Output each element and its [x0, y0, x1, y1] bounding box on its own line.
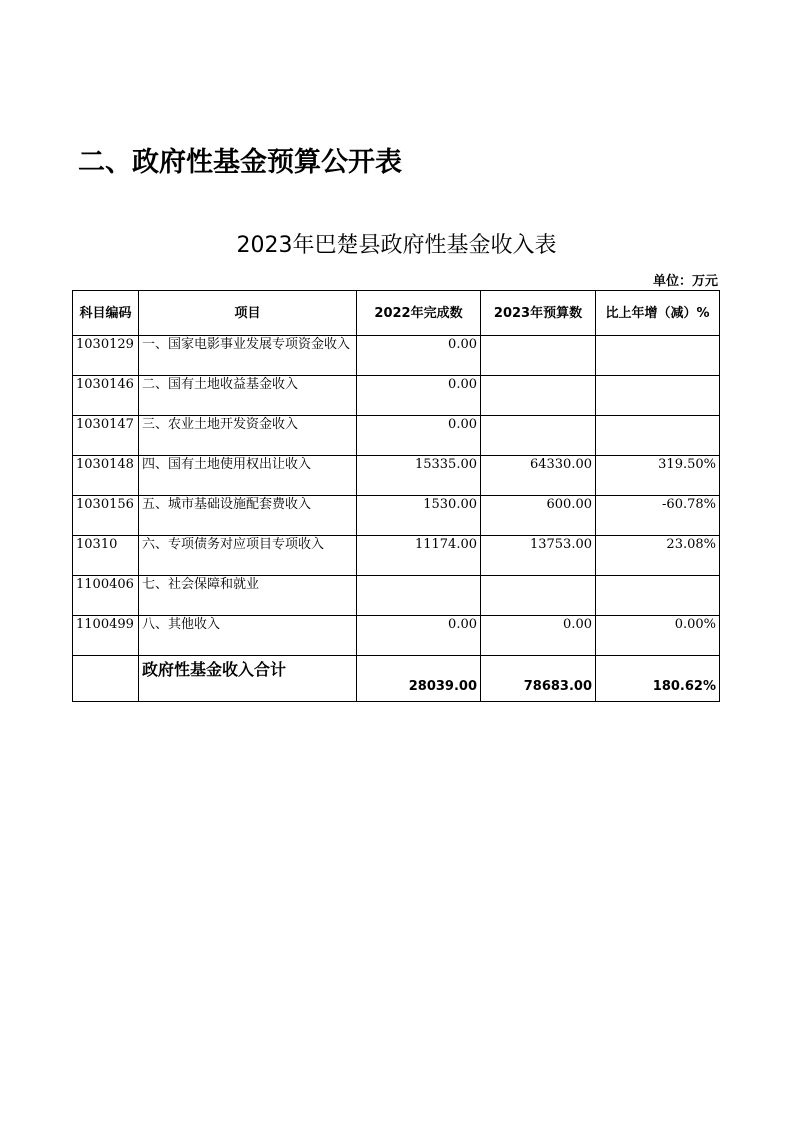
cell-name: 五、城市基础设施配套费收入: [139, 496, 357, 536]
table-row: [73, 416, 720, 456]
cell-change: [596, 336, 720, 376]
cell-change: -60.78%: [596, 496, 720, 536]
cell-code: 1100499: [73, 616, 139, 656]
table-row: [73, 456, 720, 496]
revenue-table: [72, 290, 720, 702]
cell-name: 八、其他收入: [139, 616, 357, 656]
total-change: 180.62%: [596, 656, 720, 702]
cell-name: 二、国有土地收益基金收入: [139, 376, 357, 416]
cell-code: 1030146: [73, 376, 139, 416]
header-name: 项目: [139, 291, 357, 336]
table-row: [73, 336, 720, 376]
header-change: 比上年增（减）%: [596, 291, 720, 336]
cell-budget-2023: [481, 576, 596, 616]
table-row: [73, 536, 720, 576]
cell-code: 10310: [73, 536, 139, 576]
table-row: [73, 616, 720, 656]
cell-budget-2023: [481, 336, 596, 376]
cell-name: 四、国有土地使用权出让收入: [139, 456, 357, 496]
total-row: [73, 656, 720, 702]
cell-name: 七、社会保障和就业: [139, 576, 357, 616]
cell-name: 六、专项债务对应项目专项收入: [139, 536, 357, 576]
cell-code: 1030148: [73, 456, 139, 496]
cell-done-2022: [357, 576, 481, 616]
cell-name: 三、农业土地开发资金收入: [139, 416, 357, 456]
cell-done-2022: 0.00: [357, 376, 481, 416]
cell-change: 23.08%: [596, 536, 720, 576]
cell-change: 319.50%: [596, 456, 720, 496]
total-name: 政府性基金收入合计: [139, 656, 357, 702]
cell-change: 0.00%: [596, 616, 720, 656]
cell-budget-2023: [481, 376, 596, 416]
total-budget-2023: 78683.00: [481, 656, 596, 702]
unit-label: 单位：万元: [652, 274, 718, 289]
cell-done-2022: 0.00: [357, 336, 481, 376]
cell-done-2022: 0.00: [357, 616, 481, 656]
cell-code: 1030129: [73, 336, 139, 376]
cell-done-2022: 11174.00: [357, 536, 481, 576]
cell-budget-2023: 13753.00: [481, 536, 596, 576]
section-title: 二、政府性基金预算公开表: [78, 147, 402, 178]
table-row: [73, 496, 720, 536]
cell-change: [596, 576, 720, 616]
cell-budget-2023: 0.00: [481, 616, 596, 656]
cell-done-2022: 15335.00: [357, 456, 481, 496]
cell-code: 1030156: [73, 496, 139, 536]
table-row: [73, 576, 720, 616]
cell-name: 一、国家电影事业发展专项资金收入: [139, 336, 357, 376]
cell-budget-2023: [481, 416, 596, 456]
cell-change: [596, 376, 720, 416]
header-code: 科目编码: [73, 291, 139, 336]
cell-done-2022: 0.00: [357, 416, 481, 456]
header-done-2022: 2022年完成数: [357, 291, 481, 336]
table-title: 2023年巴楚县政府性基金收入表: [236, 233, 557, 258]
table-header-row: [73, 291, 720, 336]
cell-code: 1100406: [73, 576, 139, 616]
header-budget-2023: 2023年预算数: [481, 291, 596, 336]
total-done-2022: 28039.00: [357, 656, 481, 702]
cell-done-2022: 1530.00: [357, 496, 481, 536]
table-row: [73, 376, 720, 416]
cell-budget-2023: 64330.00: [481, 456, 596, 496]
cell-code: 1030147: [73, 416, 139, 456]
cell-change: [596, 416, 720, 456]
total-code: [73, 656, 139, 702]
cell-budget-2023: 600.00: [481, 496, 596, 536]
